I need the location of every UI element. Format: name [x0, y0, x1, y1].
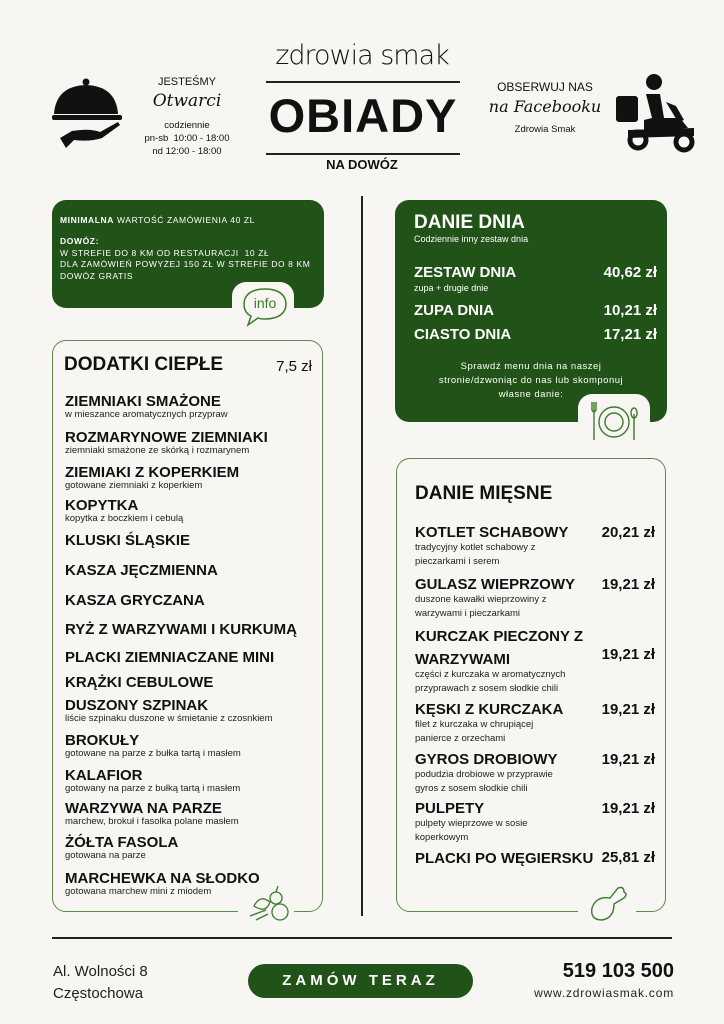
subtitle: NA DOWÓZ	[326, 157, 398, 172]
side-item-name: ROZMARYNOWE ZIEMNIAKI	[65, 429, 268, 446]
daily-item-price: 10,21 zł	[603, 302, 657, 319]
side-item-desc: gotowane ziemniaki z koperkiem	[65, 480, 203, 491]
meat-item-desc: pulpety wieprzowe w sosie	[415, 818, 528, 829]
meat-item-desc: przyprawach z sosem słodkie chili	[415, 683, 559, 694]
meat-item-name: KĘSKI Z KURCZAKA	[415, 701, 564, 718]
meat-item-desc: podudzia drobiowe w przyprawie	[415, 769, 553, 780]
side-item-desc: ziemniaki smażone ze skórką i rozmarynem	[65, 445, 250, 456]
meat-item-desc: panierce z orzechami	[415, 733, 506, 744]
side-item-name: MARCHEWKA NA SŁODKO	[65, 870, 260, 887]
meat-item-desc: warzywami i pieczarkami	[415, 608, 521, 619]
side-item-desc: kopytka z boczkiem i cebulą	[65, 513, 184, 524]
meat-item-desc: tradycyjny kotlet schabowy z	[415, 542, 536, 553]
meat-item-price: 19,21 zł	[601, 646, 655, 663]
daily-subtitle: Codziennie inny zestaw dnia	[414, 234, 529, 244]
side-item-desc: gotowana na parze	[65, 850, 146, 861]
meat-item-price: 25,81 zł	[601, 849, 655, 866]
daily-title: DANIE DNIA	[414, 212, 525, 233]
meat-card	[396, 458, 666, 912]
side-item-name: RYŻ Z WARZYWAMI I KURKUMĄ	[65, 621, 297, 638]
delivery-line: W STREFIE DO 8 KM OD RESTAURACJI 10 ZŁ	[60, 247, 270, 258]
footer-divider	[52, 937, 672, 939]
chicken-leg-icon	[588, 884, 630, 924]
phone-number[interactable]: 519 103 500	[562, 960, 674, 982]
delivery-scooter-icon	[614, 72, 698, 154]
meat-item-price: 20,21 zł	[601, 524, 655, 541]
meat-item-name: GYROS DROBIOWY	[415, 751, 558, 768]
side-item-name: KASZA JĘCZMIENNA	[65, 562, 218, 579]
brand-logo: zdrowia smak	[275, 40, 449, 71]
side-item-desc: gotowana marchew mini z miodem	[65, 886, 212, 897]
side-item-name: BROKUŁY	[65, 732, 140, 749]
daily-box	[395, 200, 667, 422]
meat-item-desc: pieczarkami i serem	[415, 556, 500, 567]
info-bubble-icon	[240, 286, 290, 328]
side-item-name: WARZYWA NA PARZE	[65, 800, 222, 817]
side-item-name: DUSZONY SZPINAK	[65, 697, 209, 714]
meat-item-price: 19,21 zł	[601, 576, 655, 593]
order-now-button[interactable]: ZAMÓW TERAZ	[248, 964, 473, 998]
divider	[266, 81, 460, 83]
delivery-line: DOWÓZ GRATIS	[60, 270, 134, 281]
address-line: Częstochowa	[53, 984, 144, 1002]
meat-item-price: 19,21 zł	[601, 800, 655, 817]
delivery-line: DLA ZAMÓWIEŃ POWYŻEJ 150 ZŁ W STREFIE DO 8 KM	[60, 259, 311, 270]
min-order-text: WARTOŚĆ ZAMÓWIENIA 40 ZL	[114, 215, 255, 225]
meat-item-name: PLACKI PO WĘGIERSKU	[415, 850, 594, 867]
meat-item-name: KOTLET SCHABOWY	[415, 524, 569, 541]
delivery-title: DOWÓZ:	[60, 236, 100, 247]
daily-item-desc: zupa + drugie dnie	[414, 283, 489, 293]
side-item-desc: liście szpinaku duszone w śmietanie z czosnkiem	[65, 713, 273, 724]
side-item-desc: gotowane na parze z bułka tartą i masłem	[65, 748, 241, 759]
open-label: JESTEŚMY	[157, 76, 217, 88]
side-item-name: KASZA GRYCZANA	[65, 592, 205, 609]
side-item-name: KALAFIOR	[65, 767, 143, 784]
meat-item-name: KURCZAK PIECZONY Z WARZYWAMI	[415, 628, 584, 668]
side-item-desc: gotowany na parze z bułką tartą i masłem	[65, 783, 241, 794]
daily-note: stronie/dzwoniąc do nas lub skomponuj	[438, 374, 624, 386]
daily-item-name: ZUPA DNIA	[414, 302, 494, 319]
website-link[interactable]: www.zdrowiasmak.com	[534, 986, 674, 1000]
side-item-name: KLUSKI ŚLĄSKIE	[65, 532, 191, 549]
sides-card	[52, 340, 323, 912]
meat-item-desc: filet z kurczaka w chrupiącej	[415, 719, 534, 730]
side-item-desc: w mieszance aromatycznych przypraw	[65, 409, 228, 420]
cloche-hand-icon	[50, 76, 124, 150]
info-badge: info	[253, 295, 277, 311]
address-line: Al. Wolności 8	[53, 963, 148, 980]
min-order-bold: MINIMALNA	[60, 215, 115, 225]
daily-note: własne danie:	[498, 388, 564, 400]
side-item-name: PLACKI ZIEMNIACZANE MINI	[65, 649, 275, 666]
side-item-name: ZIEMIAKI Z KOPERKIEM	[65, 464, 240, 481]
meat-item-desc: duszone kawałki wieprzowiny z	[415, 594, 547, 605]
column-divider	[361, 196, 363, 916]
side-item-name: KOPYTKA	[65, 497, 139, 514]
daily-item-price: 17,21 zł	[603, 326, 657, 343]
side-item-name: ZIEMNIAKI SMAŻONE	[65, 393, 221, 410]
hours-line: pn-sb 10:00 - 18:00	[144, 133, 230, 144]
vegetables-icon	[246, 886, 292, 924]
hours-line: codziennie	[164, 120, 210, 131]
hours-line: nd 12:00 - 18:00	[152, 146, 222, 157]
daily-item-name: ZESTAW DNIA	[414, 264, 517, 281]
side-item-name: ŻÓŁTA FASOLA	[65, 834, 179, 851]
divider	[266, 153, 460, 155]
facebook-link[interactable]: na Facebooku	[488, 97, 602, 116]
open-script: Otwarci	[152, 91, 222, 111]
daily-note: Sprawdź menu dnia na naszej	[460, 361, 602, 372]
side-item-desc: marchew, brokuł i fasolka polane masłem	[65, 816, 239, 827]
meat-title: DANIE MIĘSNE	[415, 483, 553, 504]
side-item-name: KRĄŻKI CEBULOWE	[65, 674, 214, 691]
meat-item-price: 19,21 zł	[601, 751, 655, 768]
meat-item-desc: gyros z sosem słodkie chili	[415, 783, 528, 794]
meat-item-desc: części z kurczaka w aromatycznych	[415, 669, 566, 680]
follow-label: OBSERWUJ NAS	[497, 80, 593, 94]
facebook-name: Zdrowia Smak	[514, 124, 576, 135]
daily-item-price: 40,62 zł	[603, 264, 657, 281]
meat-item-name: PULPETY	[415, 800, 485, 817]
page-title: OBIADY	[268, 89, 458, 142]
plate-cutlery-icon	[588, 398, 640, 442]
meat-item-price: 19,21 zł	[601, 701, 655, 718]
daily-item-name: CIASTO DNIA	[414, 326, 512, 343]
meat-item-desc: koperkowym	[415, 832, 469, 843]
sides-price: 7,5 zł	[276, 358, 312, 375]
sides-title: DODATKI CIEPŁE	[64, 354, 224, 375]
meat-item-name: GULASZ WIEPRZOWY	[415, 576, 575, 593]
